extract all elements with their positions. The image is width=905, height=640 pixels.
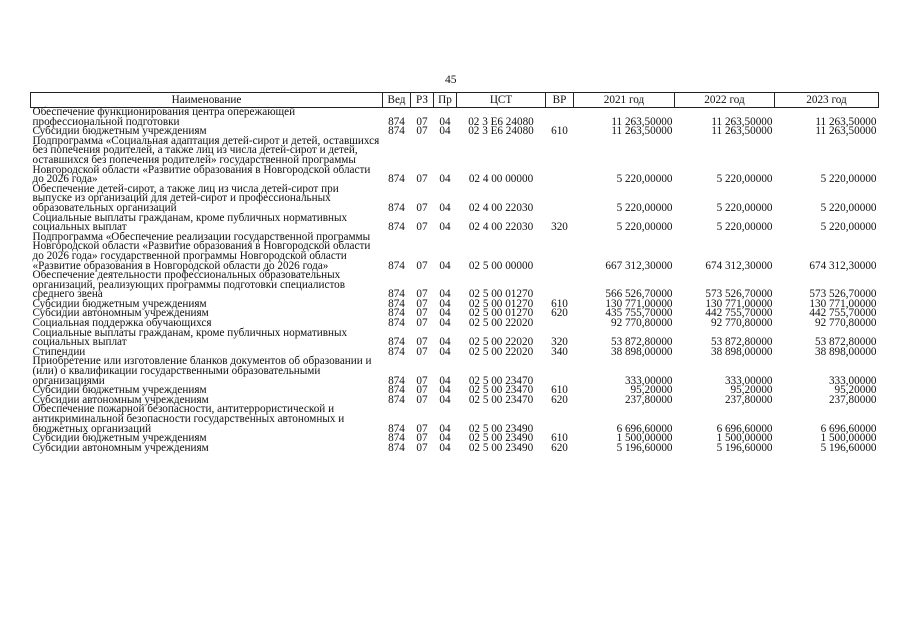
cell-ved: 874 (388, 393, 405, 406)
cell-2023: 130 771,00000 (809, 297, 877, 310)
table-row (31, 233, 879, 271)
cell-2021: 92 770,80000 (610, 317, 673, 330)
cell-cst: 02 5 00 01270 (468, 297, 534, 310)
cell-vr (546, 319, 574, 329)
cell-2021: 11 263,50000 (611, 115, 673, 128)
header-cst: ЦСТ (457, 93, 546, 108)
cell-2021: 5 220,00000 (616, 201, 673, 214)
cell-2023: 11 263,50000 (815, 125, 877, 138)
cell-rz: 07 (416, 288, 428, 301)
page-number: 45 (445, 74, 457, 86)
cell-2022: 442 755,70000 (705, 307, 773, 320)
cell-vr: 620 (551, 441, 568, 454)
cell-2023: 5 220,00000 (820, 173, 877, 186)
cell-2023: 674 312,30000 (809, 259, 877, 272)
cell-vr: 620 (551, 307, 568, 320)
cell-ved: 874 (388, 259, 405, 272)
cell-rz: 07 (416, 115, 428, 128)
cell-cst: 02 5 00 23490 (468, 422, 534, 435)
cell-pr: 04 (439, 374, 451, 387)
cell-pr: 04 (439, 125, 451, 138)
cell-2022: 5 196,60000 (716, 441, 773, 454)
cell-2021: 1 500,00000 (616, 432, 673, 445)
cell-2022: 92 770,80000 (710, 317, 773, 330)
cell-2022: 1 500,00000 (716, 432, 773, 445)
cell-rz: 07 (416, 317, 428, 330)
cell-cst: 02 5 00 01270 (468, 288, 534, 301)
table-row (31, 405, 879, 434)
cell-pr: 04 (439, 115, 451, 128)
cell-pr: 04 (439, 393, 451, 406)
table-row (31, 444, 879, 454)
cell-rz: 07 (416, 173, 428, 186)
cell-2023: 237,80000 (828, 393, 877, 406)
cell-2022: 6 696,60000 (716, 422, 773, 435)
cell-cst: 02 5 00 23490 (468, 441, 534, 454)
cell-2022: 11 263,50000 (711, 125, 773, 138)
cell-name: Субсидии бюджетным учреждениям (32, 384, 207, 397)
cell-vr: 610 (551, 432, 568, 445)
cell-2021: 667 312,30000 (605, 259, 673, 272)
cell-cst: 02 5 00 22020 (468, 317, 534, 330)
cell-2023: 5 196,60000 (820, 441, 877, 454)
cell-rz: 07 (416, 384, 428, 397)
cell-cst: 02 5 00 01270 (468, 307, 534, 320)
cell-cst: 02 5 00 00000 (468, 259, 534, 272)
cell-name: Социальные выплаты гражданам, кроме публичных нормативных социальных выплат (32, 211, 348, 234)
cell-2021: 5 220,00000 (616, 173, 673, 186)
cell-name: Подпрограмма «Обеспечение реализации государственной программы Новгородской области «Развитие образования в Новгородской области до 2026 года» государственной программы Новгородской области «Развитие образования в Новгородской области до 2026 года» (32, 230, 371, 272)
cell-pr: 04 (439, 201, 451, 214)
header-2021: 2021 год (574, 93, 675, 108)
cell-2021: 435 755,70000 (605, 307, 673, 320)
cell-ved: 874 (388, 441, 405, 454)
cell-vr (546, 185, 574, 214)
cell-name: Субсидии автономным учреждениям (32, 393, 209, 406)
cell-ved: 874 (388, 125, 405, 138)
cell-name: Обеспечение деятельности профессиональных образовательных организаций, реализующих программы подготовки специалистов среднего звена (32, 269, 346, 301)
cell-rz: 07 (416, 374, 428, 387)
cell-pr: 04 (439, 345, 451, 358)
cell-rz: 07 (416, 345, 428, 358)
cell-pr: 04 (439, 288, 451, 301)
cell-2021: 130 771,00000 (605, 297, 673, 310)
cell-vr (546, 405, 574, 434)
table-row (31, 185, 879, 214)
cell-pr: 04 (439, 432, 451, 445)
cell-pr: 04 (439, 441, 451, 454)
cell-2022: 130 771,00000 (705, 297, 773, 310)
cell-ved: 874 (388, 307, 405, 320)
cell-rz: 07 (416, 307, 428, 320)
cell-name: Субсидии автономным учреждениям (32, 441, 209, 454)
cell-2023: 5 220,00000 (820, 221, 877, 234)
cell-2022: 237,80000 (724, 393, 773, 406)
cell-name: Субсидии бюджетным учреждениям (32, 125, 207, 138)
cell-rz: 07 (416, 441, 428, 454)
cell-vr: 620 (551, 393, 568, 406)
cell-2021: 53 872,80000 (610, 336, 673, 349)
cell-name: Социальные выплаты гражданам, кроме публичных нормативных социальных выплат (32, 326, 348, 349)
cell-cst: 02 5 00 22020 (468, 345, 534, 358)
cell-rz: 07 (416, 125, 428, 138)
cell-pr: 04 (439, 336, 451, 349)
cell-cst: 02 4 00 22030 (468, 221, 534, 234)
cell-vr (546, 137, 574, 185)
cell-2021: 5 220,00000 (616, 221, 673, 234)
cell-2022: 573 526,70000 (705, 288, 773, 301)
cell-2023: 573 526,70000 (809, 288, 877, 301)
table-row (31, 329, 879, 348)
cell-vr: 610 (551, 384, 568, 397)
cell-2021: 11 263,50000 (611, 125, 673, 138)
table-row (31, 137, 879, 185)
cell-2023: 1 500,00000 (820, 432, 877, 445)
cell-pr: 04 (439, 384, 451, 397)
cell-ved: 874 (388, 317, 405, 330)
table-row (31, 214, 879, 233)
cell-name: Обеспечение пожарной безопасности, антитеррористической и антикриминальной безопасности государственных автономных и бюджетных организаций (32, 403, 345, 435)
cell-ved: 874 (388, 336, 405, 349)
header-pr: Пр (434, 93, 457, 108)
cell-rz: 07 (416, 221, 428, 234)
cell-rz: 07 (416, 336, 428, 349)
cell-2022: 5 220,00000 (716, 221, 773, 234)
cell-vr: 610 (551, 297, 568, 310)
cell-2021: 566 526,70000 (605, 288, 673, 301)
cell-rz: 07 (416, 259, 428, 272)
cell-2023: 11 263,50000 (815, 115, 877, 128)
cell-2023: 333,00000 (828, 374, 877, 387)
cell-ved: 874 (388, 221, 405, 234)
cell-rz: 07 (416, 297, 428, 310)
cell-2023: 53 872,80000 (814, 336, 877, 349)
cell-cst: 02 5 00 23470 (468, 384, 534, 397)
cell-cst: 02 3 E6 24080 (468, 125, 534, 138)
cell-pr: 04 (439, 259, 451, 272)
cell-2022: 11 263,50000 (711, 115, 773, 128)
cell-2023: 38 898,00000 (814, 345, 877, 358)
cell-name: Субсидии автономным учреждениям (32, 307, 209, 320)
table-body (31, 108, 879, 454)
cell-name: Социальная поддержка обучающихся (32, 317, 212, 330)
cell-2021: 333,00000 (624, 374, 673, 387)
cell-2021: 38 898,00000 (610, 345, 673, 358)
cell-cst: 02 5 00 23490 (468, 432, 534, 445)
table-row (31, 357, 879, 386)
header-vr: ВР (546, 93, 574, 108)
cell-2022: 95,20000 (730, 384, 773, 397)
cell-vr (546, 357, 574, 386)
table-row (31, 271, 879, 300)
cell-2022: 38 898,00000 (710, 345, 773, 358)
cell-vr: 340 (551, 345, 568, 358)
cell-vr: 610 (551, 125, 568, 138)
cell-name: Субсидии бюджетным учреждениям (32, 297, 207, 310)
cell-pr: 04 (439, 221, 451, 234)
header-rz: РЗ (411, 93, 434, 108)
cell-ved: 874 (388, 374, 405, 387)
cell-name: Стипендии (32, 345, 86, 358)
cell-name: Субсидии бюджетным учреждениям (32, 432, 207, 445)
cell-vr: 320 (551, 221, 568, 234)
cell-2021: 95,20000 (630, 384, 673, 397)
cell-2021: 237,80000 (624, 393, 673, 406)
cell-vr (546, 271, 574, 300)
cell-rz: 07 (416, 201, 428, 214)
cell-2023: 5 220,00000 (820, 201, 877, 214)
cell-cst: 02 3 E6 24080 (468, 115, 534, 128)
cell-ved: 874 (388, 115, 405, 128)
cell-2022: 333,00000 (724, 374, 773, 387)
cell-cst: 02 5 00 23470 (468, 374, 534, 387)
cell-ved: 874 (388, 201, 405, 214)
cell-name: Подпрограмма «Социальная адаптация детей-сирот и детей, оставшихся без попечения родителей, а также лиц из числа детей-сирот и детей, оставшихся без попечения родителей» государственной программы Новгородской области «Развитие образования в Новгородской области до 2026 года» (32, 134, 380, 186)
cell-2022: 53 872,80000 (710, 336, 773, 349)
cell-ved: 874 (388, 345, 405, 358)
cell-ved: 874 (388, 432, 405, 445)
cell-vr (546, 233, 574, 271)
cell-ved: 874 (388, 297, 405, 310)
cell-2021: 5 196,60000 (616, 441, 673, 454)
cell-pr: 04 (439, 297, 451, 310)
cell-pr: 04 (439, 307, 451, 320)
cell-cst: 02 5 00 22020 (468, 336, 534, 349)
cell-name: Обеспечение детей-сирот, а также лиц из числа детей-сирот при выпуске из организаций для детей-сирот и профессиональных образовательных организаций (32, 182, 339, 214)
header-ved: Вед (383, 93, 411, 108)
cell-name: Приобретение или изготовление бланков документов об образовании и (или) о квалификации государственными образовательными организациями (32, 355, 372, 387)
cell-vr: 320 (551, 336, 568, 349)
cell-rz: 07 (416, 432, 428, 445)
cell-ved: 874 (388, 173, 405, 186)
cell-2023: 92 770,80000 (814, 317, 877, 330)
cell-ved: 874 (388, 288, 405, 301)
header-2023: 2023 год (775, 93, 879, 108)
cell-ved: 874 (388, 422, 405, 435)
cell-cst: 02 4 00 00000 (468, 173, 534, 186)
cell-2022: 674 312,30000 (705, 259, 773, 272)
cell-rz: 07 (416, 393, 428, 406)
cell-pr: 04 (439, 173, 451, 186)
cell-2023: 95,20000 (834, 384, 877, 397)
header-2022: 2022 год (675, 93, 775, 108)
cell-cst: 02 5 00 23470 (468, 393, 534, 406)
cell-2023: 6 696,60000 (820, 422, 877, 435)
cell-name: Обеспечение функционирования центра опережающей профессиональной подготовки (32, 106, 296, 128)
cell-pr: 04 (439, 317, 451, 330)
header-name: Наименование (31, 93, 383, 108)
cell-2022: 5 220,00000 (716, 173, 773, 186)
cell-2022: 5 220,00000 (716, 201, 773, 214)
cell-rz: 07 (416, 422, 428, 435)
budget-table (30, 92, 879, 453)
cell-2021: 6 696,60000 (616, 422, 673, 435)
cell-pr: 04 (439, 422, 451, 435)
cell-ved: 874 (388, 384, 405, 397)
cell-2023: 442 755,70000 (809, 307, 877, 320)
cell-cst: 02 4 00 22030 (468, 201, 534, 214)
